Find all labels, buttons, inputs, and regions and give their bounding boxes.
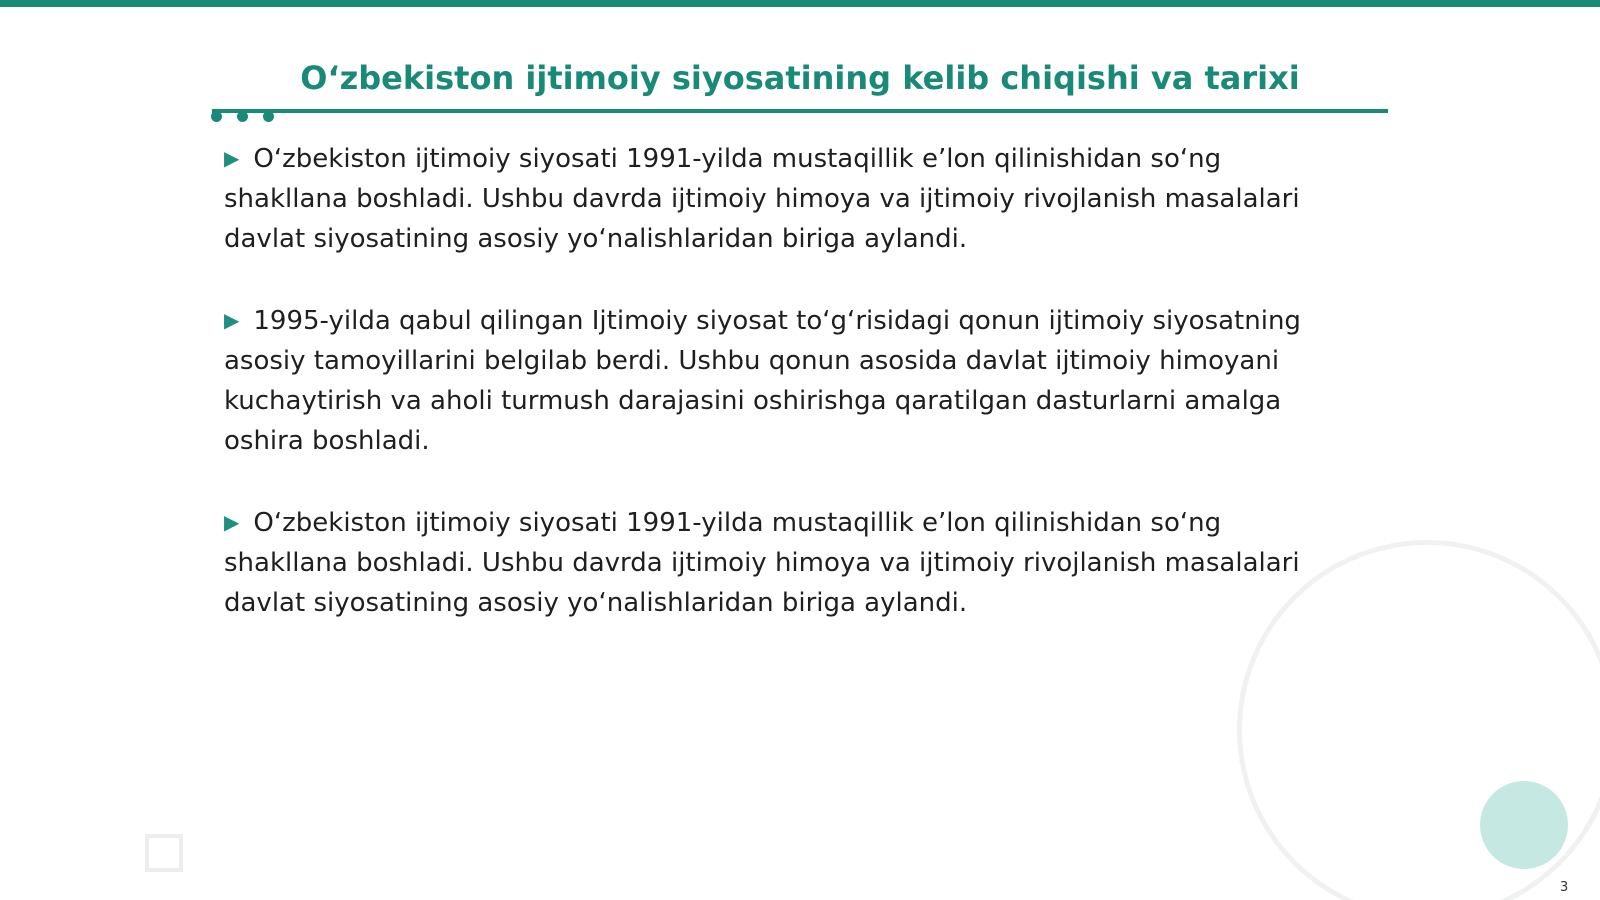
triangle-right-icon: ▶	[224, 510, 240, 534]
bullet-paragraph	[224, 502, 1354, 623]
bullet-line: oshira boshladi.	[224, 426, 430, 456]
top-accent-bar	[0, 0, 1600, 7]
bullet-line: O‘zbekiston ijtimoiy siyosati 1991-yilda mustaqillik e’lon qilinishidan so‘ng	[253, 508, 1222, 538]
bullet-paragraph	[224, 138, 1354, 259]
bullet-line: shakllana boshladi. Ushbu davrda ijtimoiy himoya va ijtimoiy rivojlanish masalalari	[224, 184, 1300, 214]
decor-dot	[211, 111, 222, 122]
page-number: 3	[1560, 880, 1569, 895]
bullet-line: O‘zbekiston ijtimoiy siyosati 1991-yilda mustaqillik e’lon qilinishidan so‘ng	[253, 144, 1222, 174]
decor-dot	[263, 111, 274, 122]
bullet-paragraph	[224, 300, 1354, 461]
bullet-line: shakllana boshladi. Ushbu davrda ijtimoiy himoya va ijtimoiy rivojlanish masalalari	[224, 548, 1300, 578]
slide-title: O‘zbekiston ijtimoiy siyosatining kelib chiqishi va tarixi	[300, 59, 1300, 97]
bullet-line: 1995-yilda qabul qilingan Ijtimoiy siyosat to‘g‘risidagi qonun ijtimoiy siyosatning	[253, 306, 1301, 336]
bullet-line: davlat siyosatining asosiy yo‘nalishlaridan biriga aylandi.	[224, 224, 968, 254]
decor-circle	[1480, 781, 1568, 869]
title-underline	[212, 109, 1388, 113]
triangle-right-icon: ▶	[224, 308, 240, 332]
triangle-right-icon: ▶	[224, 146, 240, 170]
bullet-line: asosiy tamoyillarini belgilab berdi. Ushbu qonun asosida davlat ijtimoiy himoyani	[224, 346, 1280, 376]
bullet-line: davlat siyosatining asosiy yo‘nalishlaridan biriga aylandi.	[224, 588, 968, 618]
bullet-list	[224, 138, 1354, 664]
decor-dot	[237, 111, 248, 122]
decor-square	[145, 834, 183, 872]
bullet-line: kuchaytirish va aholi turmush darajasini oshirishga qaratilgan dasturlarni amalga	[224, 386, 1282, 416]
